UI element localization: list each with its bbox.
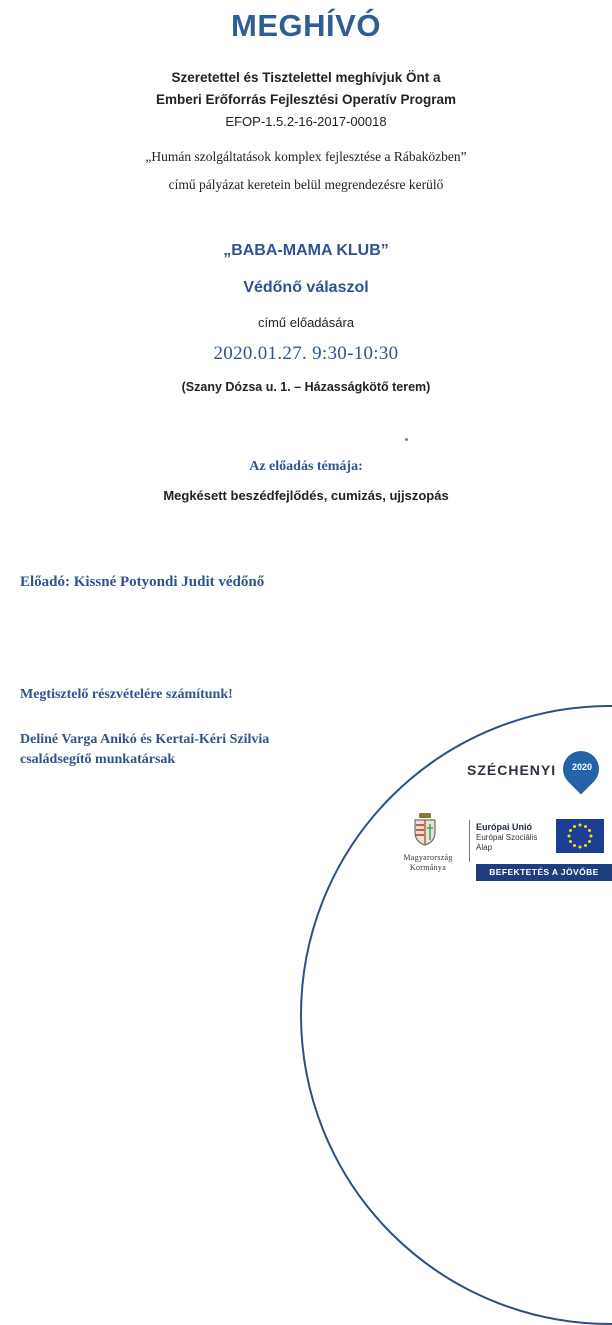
project-context: című pályázat keretein belül megrendezésre kerülő (168, 177, 444, 192)
topic-label: Az előadás témája: (249, 459, 363, 474)
event-subtitle: Védőnő válaszol (243, 279, 369, 296)
program-code: EFOP-1.5.2-16-2017-00018 (225, 114, 387, 129)
gov-line-1: Magyarország (403, 853, 453, 862)
event-datetime: 2020.01.27. 9:30-10:30 (213, 343, 399, 364)
investment-band-text: BEFEKTETÉS A JÖVŐBE (489, 867, 599, 877)
eu-star-icon (590, 835, 593, 838)
club-name: „BABA-MAMA KLUB” (223, 242, 389, 259)
project-name: „Humán szolgáltatások komplex fejlesztése a Rábaközben” (145, 149, 467, 164)
signers (20, 730, 269, 770)
szechenyi-year: 2020 (571, 762, 593, 772)
decorative-dot (405, 438, 408, 441)
presenter: Előadó: Kissné Potyondi Judit védőnő (20, 574, 265, 590)
eu-star-icon (568, 835, 571, 838)
eu-star-icon (579, 846, 582, 849)
eu-title: Európai Unió (476, 822, 532, 832)
intro-line-1: Szeretettel és Tisztelettel meghívjuk Önt a (171, 70, 441, 85)
coat-of-arms-icon (412, 812, 438, 846)
decorative-arc (300, 705, 612, 1325)
intro-line-2: Emberi Erőforrás Fejlesztési Operatív Program (155, 92, 457, 107)
signers-role: családsegítő munkatársak (20, 752, 176, 767)
logo-divider (469, 820, 470, 862)
government-logo-text (395, 853, 461, 873)
signers-names: Deliné Varga Anikó és Kertai-Kéri Szilvia (20, 732, 270, 747)
gov-line-2: Kormánya (409, 863, 447, 872)
eu-star-icon (584, 844, 587, 847)
event-venue: (Szany Dózsa u. 1. – Házasságkötő terem) (181, 380, 431, 394)
lecture-label: című előadására (257, 315, 355, 330)
eu-fund-line-1: Európai Szociális (476, 833, 538, 842)
eu-fund-line-2: Alap (476, 843, 493, 852)
page-title: MEGHÍVÓ (231, 8, 381, 43)
closing-text: Megtisztelő részvételére számítunk! (20, 687, 233, 702)
eu-star-icon (584, 825, 587, 828)
eu-star-icon (573, 825, 576, 828)
eu-star-icon (569, 840, 572, 843)
eu-star-icon (588, 840, 591, 843)
szechenyi-logo-text: SZÉCHENYI (467, 762, 557, 778)
eu-star-icon (579, 824, 582, 827)
topic-value: Megkésett beszédfejlődés, cumizás, ujjszopás (163, 488, 449, 503)
eu-star-icon (569, 829, 572, 832)
eu-star-icon (588, 829, 591, 832)
eu-flag-icon (556, 819, 604, 853)
eu-star-icon (573, 844, 576, 847)
